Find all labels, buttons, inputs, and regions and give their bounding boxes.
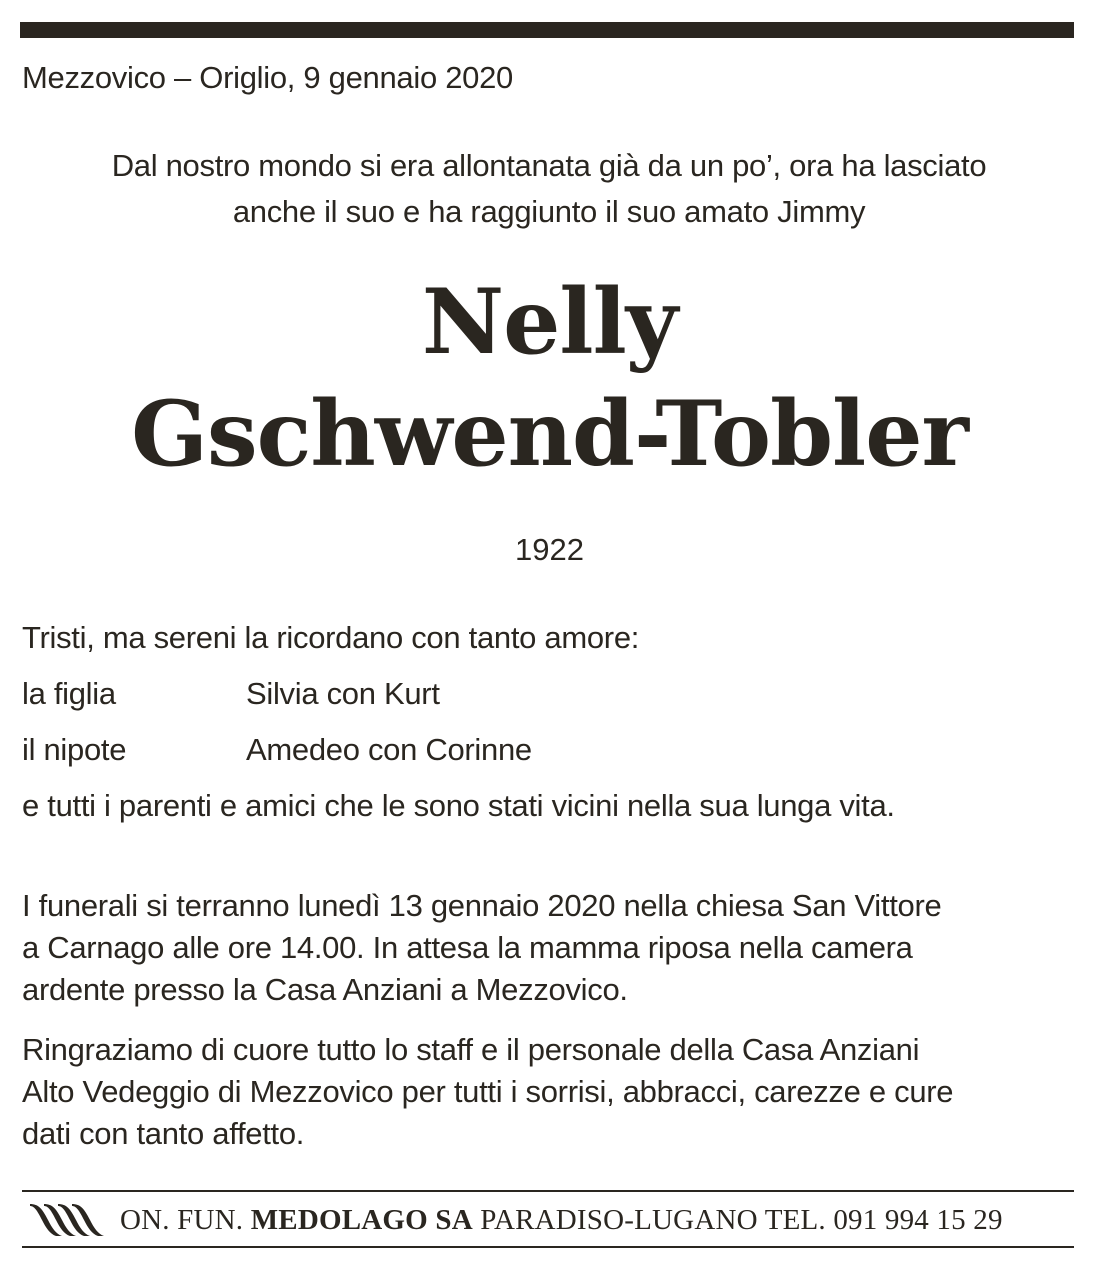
top-rule <box>20 22 1074 38</box>
funeral-home-phone: TEL. 091 994 15 29 <box>764 1204 1003 1236</box>
funeral-line: ardente presso la Casa Anziani a Mezzovico. <box>22 972 628 1007</box>
footer-rule-bottom <box>22 1246 1074 1248</box>
mourners-closing: e tutti i parenti e amici che le sono stati vicini nella sua lunga vita. <box>22 788 895 823</box>
deceased-first-name: Nelly <box>421 269 678 375</box>
funeral-home-line <box>120 1200 1076 1240</box>
thanks-line: Ringraziamo di cuore tutto lo staff e il personale della Casa Anziani <box>22 1032 920 1067</box>
thanks-line: Alto Vedeggio di Mezzovico per tutti i sorrisi, abbracci, carezze e cure <box>22 1074 954 1109</box>
footer-prefix: ON. FUN. <box>120 1204 244 1236</box>
footer-rule-top <box>22 1190 1074 1192</box>
funeral-home-name: MEDOLAGO SA <box>250 1204 473 1236</box>
relation-names: Silvia con Kurt <box>246 676 440 711</box>
funeral-line: I funerali si terranno lunedì 13 gennaio 2020 nella chiesa San Vittore <box>22 888 942 923</box>
mourners-intro: Tristi, ma sereni la ricordano con tanto amore: <box>22 620 640 655</box>
birth-year: 1922 <box>515 532 584 567</box>
relation-label: il nipote <box>22 732 127 767</box>
funeral-line: a Carnago alle ore 14.00. In attesa la mamma riposa nella camera <box>22 930 913 965</box>
medolago-logo-icon <box>28 1198 106 1240</box>
funeral-home-location: PARADISO-LUGANO <box>480 1204 758 1236</box>
place-date: Mezzovico – Origlio, 9 gennaio 2020 <box>22 60 513 95</box>
deceased-last-name: Gschwend-Tobler <box>131 381 968 487</box>
relation-label: la figlia <box>22 676 116 711</box>
thanks-line: dati con tanto affetto. <box>22 1116 305 1151</box>
relation-names: Amedeo con Corinne <box>246 732 532 767</box>
intro-line-2: anche il suo e ha raggiunto il suo amato Jimmy <box>232 194 866 229</box>
intro-line-1: Dal nostro mondo si era allontanata già da un po’, ora ha lasciato <box>111 148 987 183</box>
